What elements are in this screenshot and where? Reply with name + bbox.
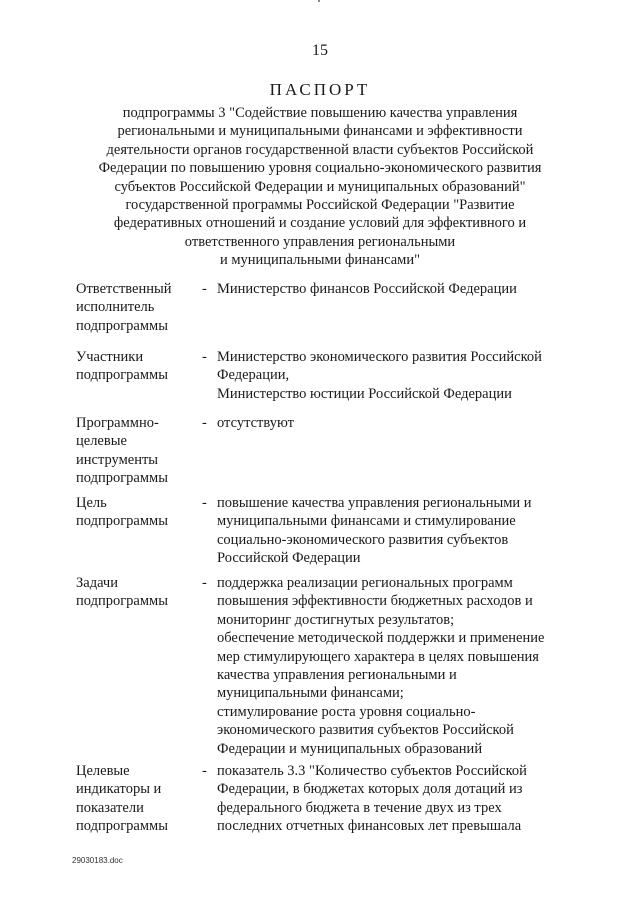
value-line: социально-экономического развития субъектов bbox=[217, 531, 509, 548]
value-line: последних отчетных финансовых лет превышала bbox=[217, 818, 522, 835]
label-line: Целевые bbox=[76, 763, 130, 779]
value-line: поддержка реализации региональных программ bbox=[217, 575, 513, 591]
value-line: экономического развития субъектов Российской bbox=[217, 722, 514, 739]
value-line: мер стимулирующего характера в целях повышения bbox=[217, 648, 539, 665]
subtitle-line: региональными и муниципальными финансами и эффективности bbox=[117, 123, 523, 140]
subtitle-line: государственной программы Российской Федерации "Развитие bbox=[125, 197, 515, 214]
value-line: Федерации, bbox=[217, 367, 290, 384]
label-line: показатели bbox=[76, 799, 144, 816]
section-value bbox=[217, 494, 567, 568]
section-value bbox=[217, 414, 567, 432]
dash-separator: - bbox=[202, 495, 207, 511]
subtitle-line: субъектов Российской Федерации и муниципальных образований" bbox=[114, 178, 526, 195]
label-line: подпрограммы bbox=[76, 470, 168, 487]
subtitle-line: подпрограммы 3 "Содействие повышению качества управления bbox=[122, 105, 518, 121]
section-label bbox=[76, 280, 196, 335]
label-line: подпрограммы bbox=[76, 818, 168, 835]
value-line: показатель 3.3 "Количество субъектов Российской bbox=[217, 763, 527, 779]
subtitle-line: Федерации по повышению уровня социально-экономического развития bbox=[98, 160, 542, 177]
value-line: отсутствуют bbox=[217, 415, 294, 431]
value-line: Министерство финансов Российской Федерации bbox=[217, 281, 517, 297]
value-line: повышения эффективности бюджетных расходов и bbox=[217, 593, 533, 610]
value-line: повышение качества управления региональными и bbox=[217, 495, 532, 511]
dash-separator: - bbox=[202, 281, 207, 297]
section-value bbox=[217, 280, 567, 298]
label-line: Ответственный bbox=[76, 281, 172, 297]
label-line: Участники bbox=[76, 349, 144, 365]
dash-separator: - bbox=[202, 763, 207, 779]
section-value bbox=[217, 574, 567, 758]
value-line: стимулирование роста уровня социально- bbox=[217, 703, 476, 720]
value-line: Российской Федерации bbox=[217, 550, 361, 567]
value-line: Министерство экономического развития Российской bbox=[217, 349, 542, 365]
value-line: обеспечение методической поддержки и применение bbox=[217, 630, 545, 647]
subtitle-line: федеративных отношений и создание условий для эффективного и bbox=[113, 215, 527, 232]
subtitle-line: ответственного управления региональными bbox=[184, 233, 456, 250]
dash-separator: - bbox=[202, 575, 207, 591]
section-label bbox=[76, 574, 196, 611]
label-line: подпрограммы bbox=[76, 593, 168, 610]
label-line: Цель bbox=[76, 495, 107, 511]
label-line: исполнитель bbox=[76, 299, 155, 316]
section-label bbox=[76, 348, 196, 385]
dash-separator: - bbox=[202, 349, 207, 365]
value-line: Федерации, в бюджетах которых доля дотаций из bbox=[217, 781, 523, 798]
footer-filename: 29030183.doc bbox=[72, 856, 123, 865]
value-line: муниципальными финансами и стимулирование bbox=[217, 513, 516, 530]
page-number: 15 bbox=[312, 42, 328, 59]
document-title: ПАСПОРТ bbox=[269, 80, 371, 99]
value-line: Федерации и муниципальных образований bbox=[217, 740, 483, 757]
section-value bbox=[217, 762, 567, 836]
label-line: Программно- bbox=[76, 415, 159, 431]
value-line: федерального бюджета в течение двух из трех bbox=[217, 799, 502, 816]
subtitle-line: и муниципальными финансами" bbox=[219, 252, 421, 269]
subtitle-line: деятельности органов государственной власти субъектов Российской bbox=[106, 141, 534, 158]
label-line: инструменты bbox=[76, 451, 159, 468]
label-line: подпрограммы bbox=[76, 513, 168, 530]
value-line: Министерство юстиции Российской Федерации bbox=[217, 385, 512, 402]
value-line: мониторинг достигнутых результатов; bbox=[217, 611, 455, 628]
label-line: подпрограммы bbox=[76, 367, 168, 384]
label-line: подпрограммы bbox=[76, 317, 168, 334]
section-label bbox=[76, 762, 196, 836]
section-label bbox=[76, 494, 196, 531]
value-line: качества управления региональными и bbox=[217, 667, 457, 684]
section-value bbox=[217, 348, 567, 403]
label-line: целевые bbox=[76, 433, 127, 450]
label-line: Задачи bbox=[76, 575, 118, 591]
section-label bbox=[76, 414, 196, 488]
scan-artifact-dot bbox=[318, 0, 320, 2]
value-line: муниципальными финансами; bbox=[217, 685, 404, 702]
subprogram-subtitle bbox=[80, 104, 560, 270]
dash-separator: - bbox=[202, 415, 207, 431]
label-line: индикаторы и bbox=[76, 781, 162, 798]
